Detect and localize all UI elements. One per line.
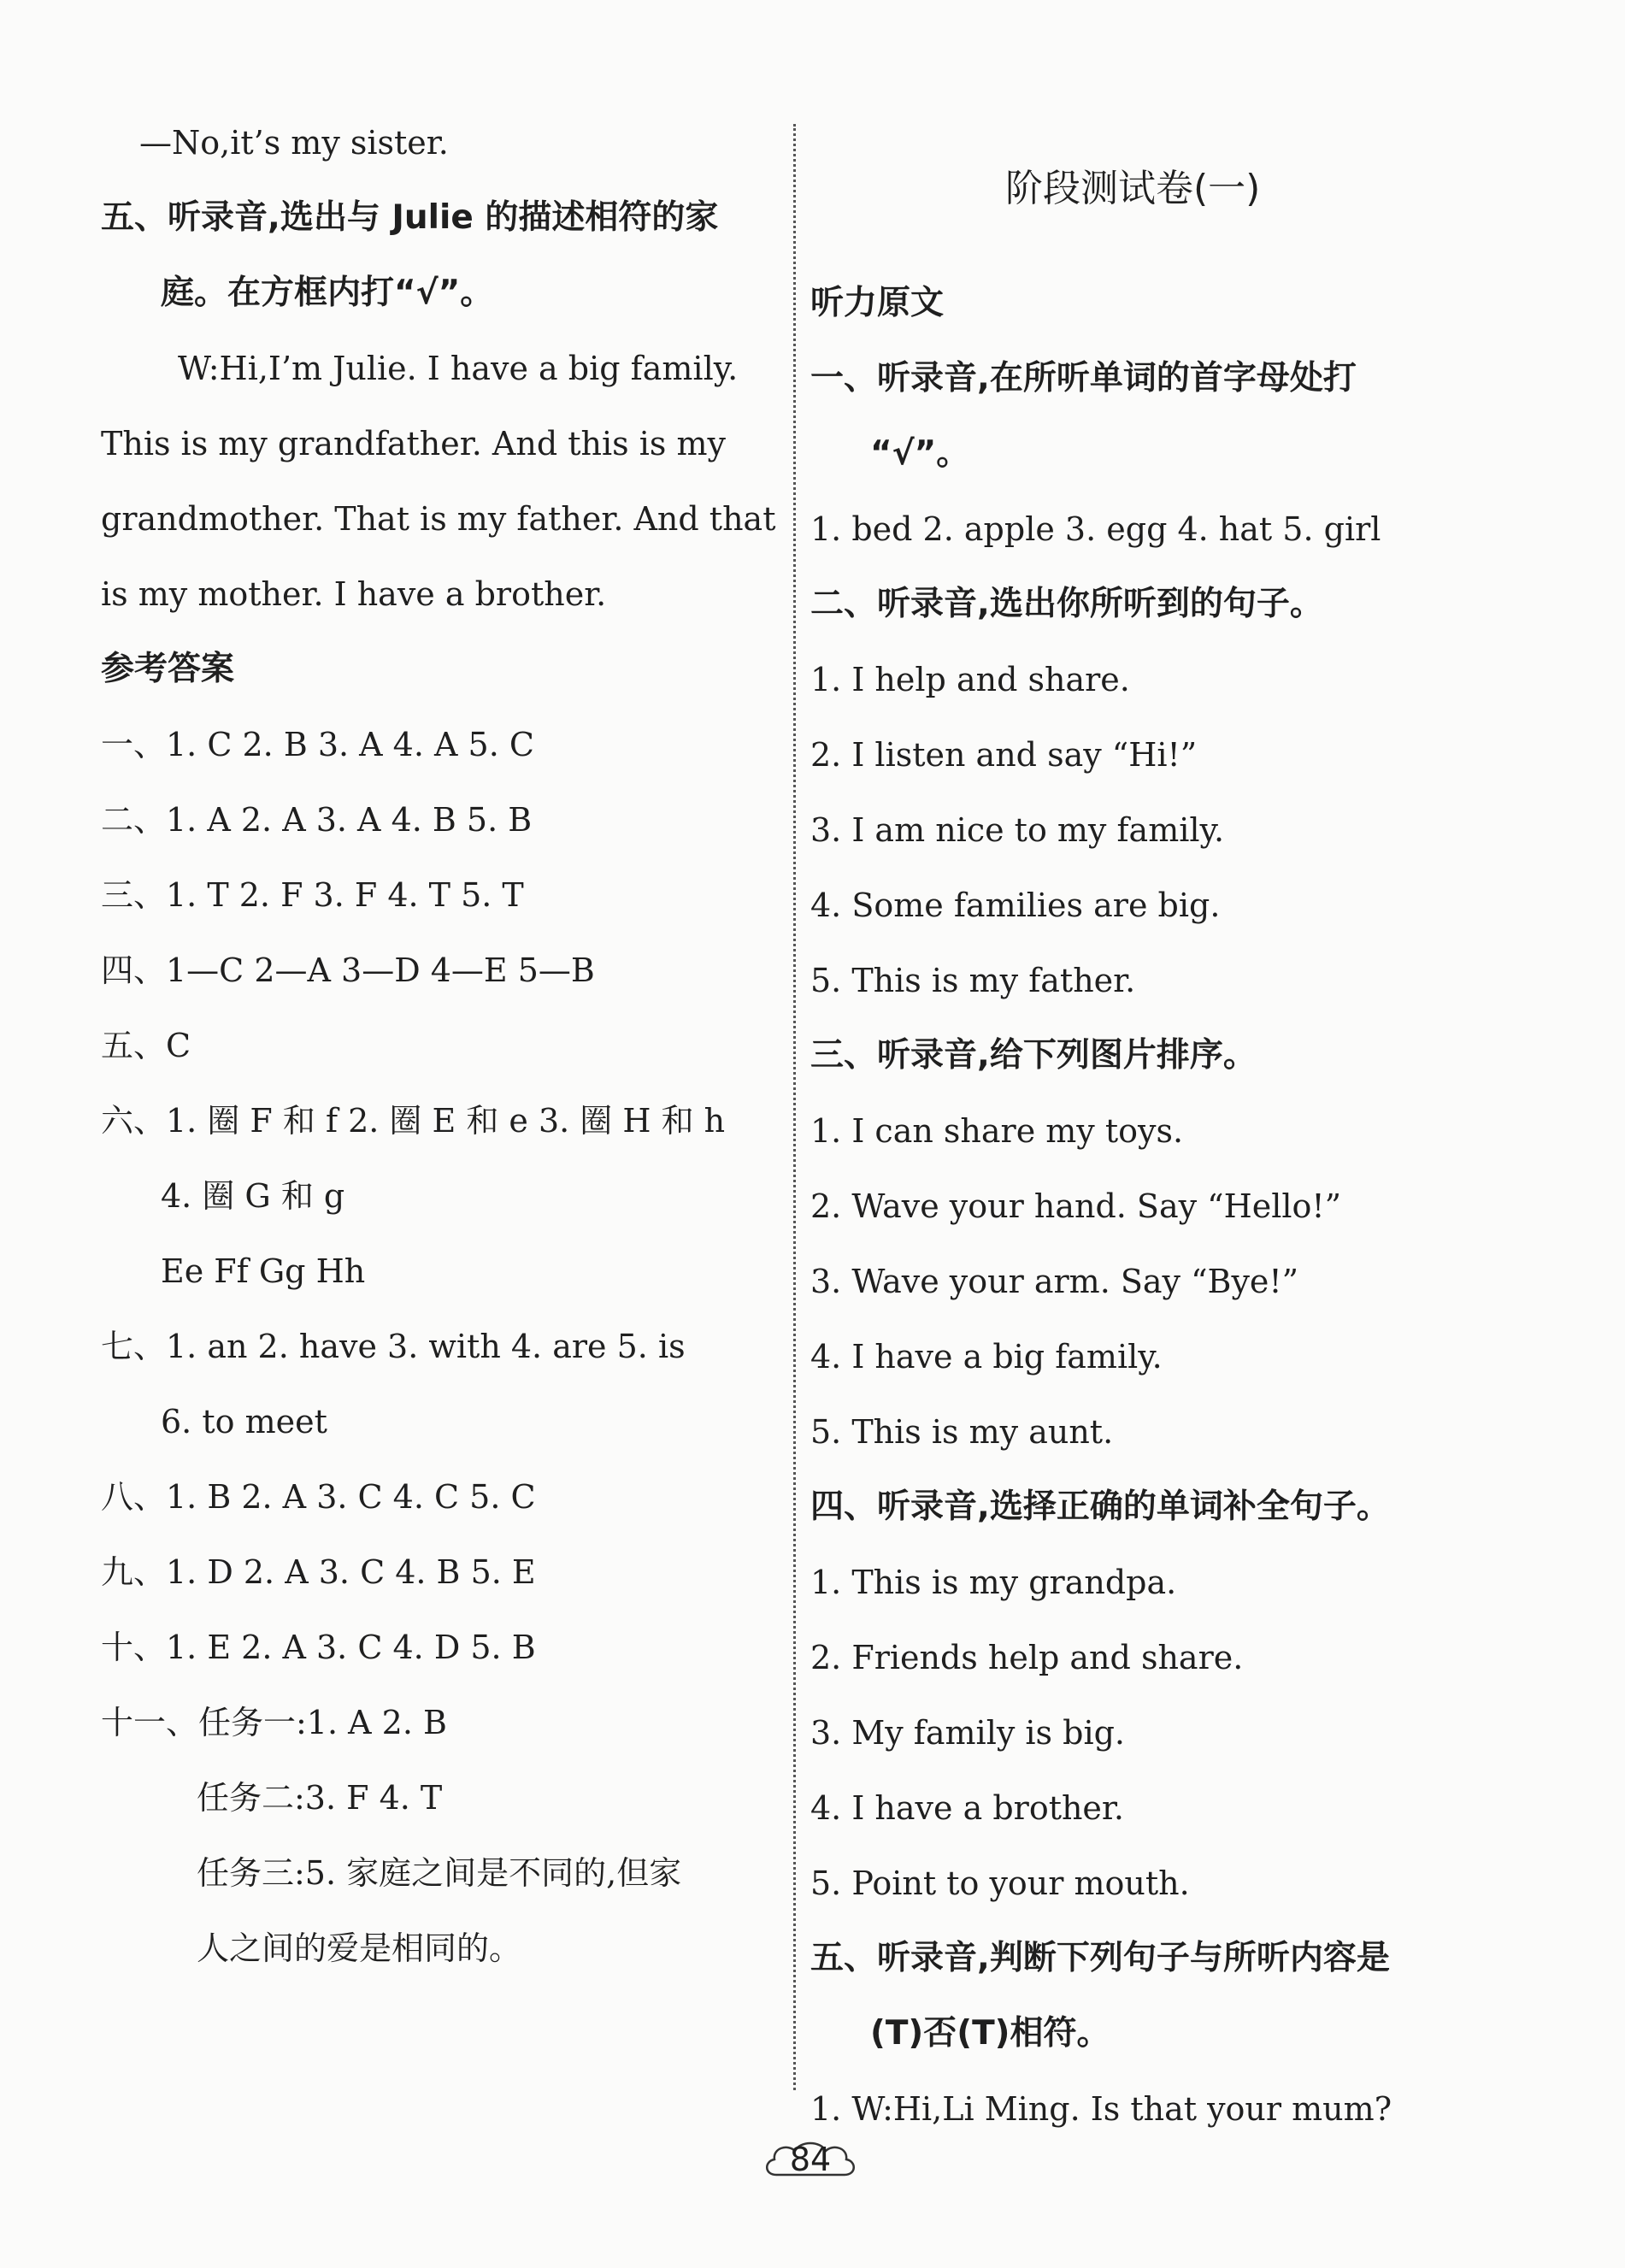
text-line: 1. W:Hi,Li Ming. Is that your mum? [810,2090,1392,2128]
text-line: 1. bed 2. apple 3. egg 4. hat 5. girl [810,510,1381,548]
text-line: 5. This is my father. [810,962,1136,999]
text-line: 2. Friends help and share. [810,1639,1244,1676]
section-heading: 三、听录音,给下列图片排序。 [810,1036,1257,1075]
answer-line: 任务二:3. F 4. T [197,1779,443,1817]
text-line: is my mother. I have a brother. [101,575,607,613]
answer-line: 二、1. A 2. A 3. A 4. B 5. B [101,801,533,839]
text-line: 4. I have a big family. [810,1338,1163,1376]
text-line: 1. This is my grandpa. [810,1564,1177,1601]
text-line: 3. I am nice to my family. [810,811,1225,849]
transcript-heading: 听力原文 [810,284,945,322]
answer-line: 6. to meet [161,1403,327,1440]
text-line: 5. Point to your mouth. [810,1864,1190,1902]
text-line: 2. I listen and say “Hi!” [810,736,1198,774]
text-line: 3. My family is big. [810,1714,1126,1752]
answer-line: 一、1. C 2. B 3. A 4. A 5. C [101,726,534,763]
answer-line: 4. 圈 G 和 g [161,1177,345,1215]
answers-heading: 参考答案 [101,650,235,688]
text-line: 2. Wave your hand. Say “Hello!” [810,1187,1342,1225]
text-line: 5. This is my aunt. [810,1413,1114,1451]
text-line: 4. I have a brother. [810,1789,1124,1827]
section-heading: (T)否(T)相符。 [870,2014,1110,2053]
text-line: W:Hi,I’m Julie. I have a big family. [178,350,739,387]
answer-line: 任务三:5. 家庭之间是不同的,但家 [197,1854,682,1892]
text-line: This is my grandfather. And this is my [101,425,726,462]
page-number-text: 84 [789,2141,832,2178]
column-divider [793,124,796,2090]
page-title: 阶段测试卷(一) [1005,167,1261,210]
section-heading: 五、听录音,判断下列句子与所听内容是 [810,1939,1390,1977]
answer-line: Ee Ff Gg Hh [161,1252,366,1290]
section-heading: “√”。 [870,434,970,473]
section-heading: 二、听录音,选出你所听到的句子。 [810,585,1323,623]
text-line: grandmother. That is my father. And that [101,500,776,538]
answer-line: 人之间的爱是相同的。 [197,1929,522,1967]
answer-line: 七、1. an 2. have 3. with 4. are 5. is [101,1328,686,1365]
section-heading: 四、听录音,选择正确的单词补全句子。 [810,1487,1390,1526]
answer-line: 八、1. B 2. A 3. C 4. C 5. C [101,1478,536,1516]
text-line: 3. Wave your arm. Say “Bye!” [810,1263,1299,1300]
answer-line: 九、1. D 2. A 3. C 4. B 5. E [101,1553,536,1591]
answer-line: 十一、任务一:1. A 2. B [101,1704,447,1741]
text-line: —No,it’s my sister. [139,124,449,162]
answer-line: 三、1. T 2. F 3. F 4. T 5. T [101,876,524,914]
text-line: 1. I help and share. [810,661,1130,698]
page-number [761,2137,860,2182]
section-heading: 庭。在方框内打“√”。 [161,274,494,312]
answer-line: 十、1. E 2. A 3. C 4. D 5. B [101,1629,536,1666]
answer-line: 四、1—C 2—A 3—D 4—E 5—B [101,951,595,989]
answer-line: 五、C [101,1027,191,1064]
section-heading: 五、听录音,选出与 Julie 的描述相符的家 [101,198,719,237]
section-heading: 一、听录音,在所听单词的首字母处打 [810,359,1357,398]
answer-line: 六、1. 圈 F 和 f 2. 圈 E 和 e 3. 圈 H 和 h [101,1102,726,1140]
text-line: 1. I can share my toys. [810,1112,1184,1150]
text-line: 4. Some families are big. [810,887,1221,924]
